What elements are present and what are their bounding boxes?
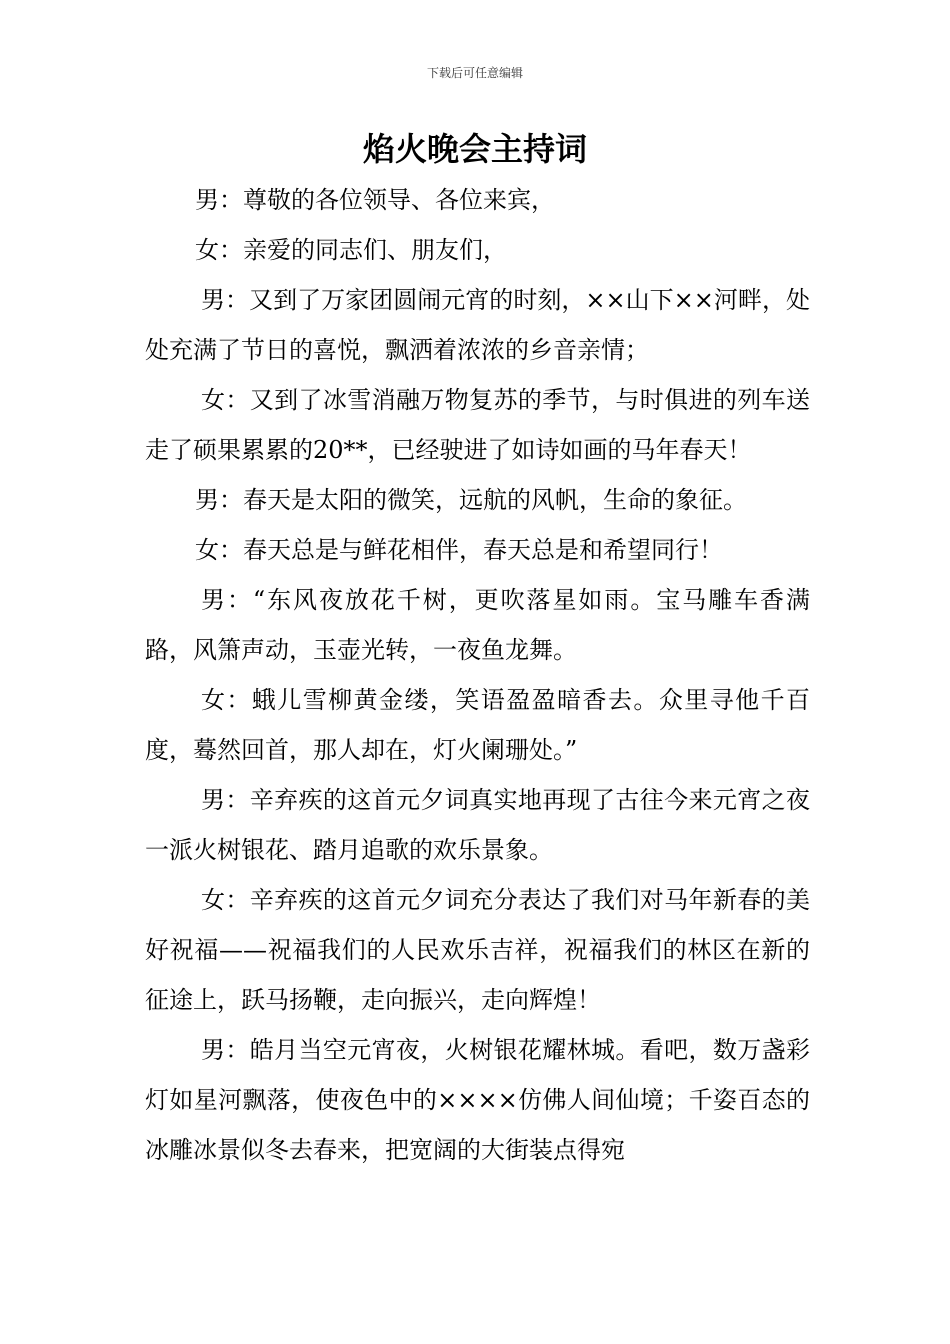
paragraph-10: 女：辛弃疾的这首元夕词充分表达了我们对马年新春的美好祝福——祝福我们的人民欢乐吉祥，祝福我们的林区在新的征途上，跃马扬鞭，走向振兴，走向辉煌！ xyxy=(145,886,810,1014)
paragraph-1: 男：尊敬的各位领导、各位来宾， xyxy=(195,186,555,214)
paragraph-7: 男：“东风夜放花千树，更吹落星如雨。宝马雕车香满路，风箫声动，玉壶光转，一夜鱼龙舞。 xyxy=(145,586,810,664)
paragraph-6: 女：春天总是与鲜花相伴，春天总是和希望同行！ xyxy=(195,536,723,564)
document-title: 焰火晚会主持词 xyxy=(362,130,587,168)
paragraph-2: 女：亲爱的同志们、朋友们， xyxy=(195,236,507,264)
paragraph-4: 女：又到了冰雪消融万物复苏的季节，与时俱进的列车送走了硕果累累的20**，已经驶进了如诗如画的马年春天！ xyxy=(145,386,810,464)
paragraph-8: 女：蛾儿雪柳黄金缕，笑语盈盈暗香去。众里寻他千百度，蓦然回首，那人却在，灯火阑珊处。” xyxy=(145,686,810,764)
paragraph-11: 男：皓月当空元宵夜，火树银花耀林城。看吧，数万盏彩灯如星河飘落，使夜色中的××××仿佛人间仙境；千姿百态的冰雕冰景似冬去春来，把宽阔的大街装点得宛 xyxy=(145,1036,810,1164)
paragraph-9: 男：辛弃疾的这首元夕词真实地再现了古往今来元宵之夜一派火树银花、踏月追歌的欢乐景象。 xyxy=(145,786,810,864)
paragraph-5: 男：春天是太阳的微笑，远航的风帆，生命的象征。 xyxy=(195,486,747,514)
paragraph-3: 男：又到了万家团圆闹元宵的时刻，××山下××河畔，处处充满了节日的喜悦，飘洒着浓浓的乡音亲情； xyxy=(145,286,810,364)
page-header-note: 下载后可任意编辑 xyxy=(426,66,523,80)
document-body xyxy=(145,175,810,1175)
